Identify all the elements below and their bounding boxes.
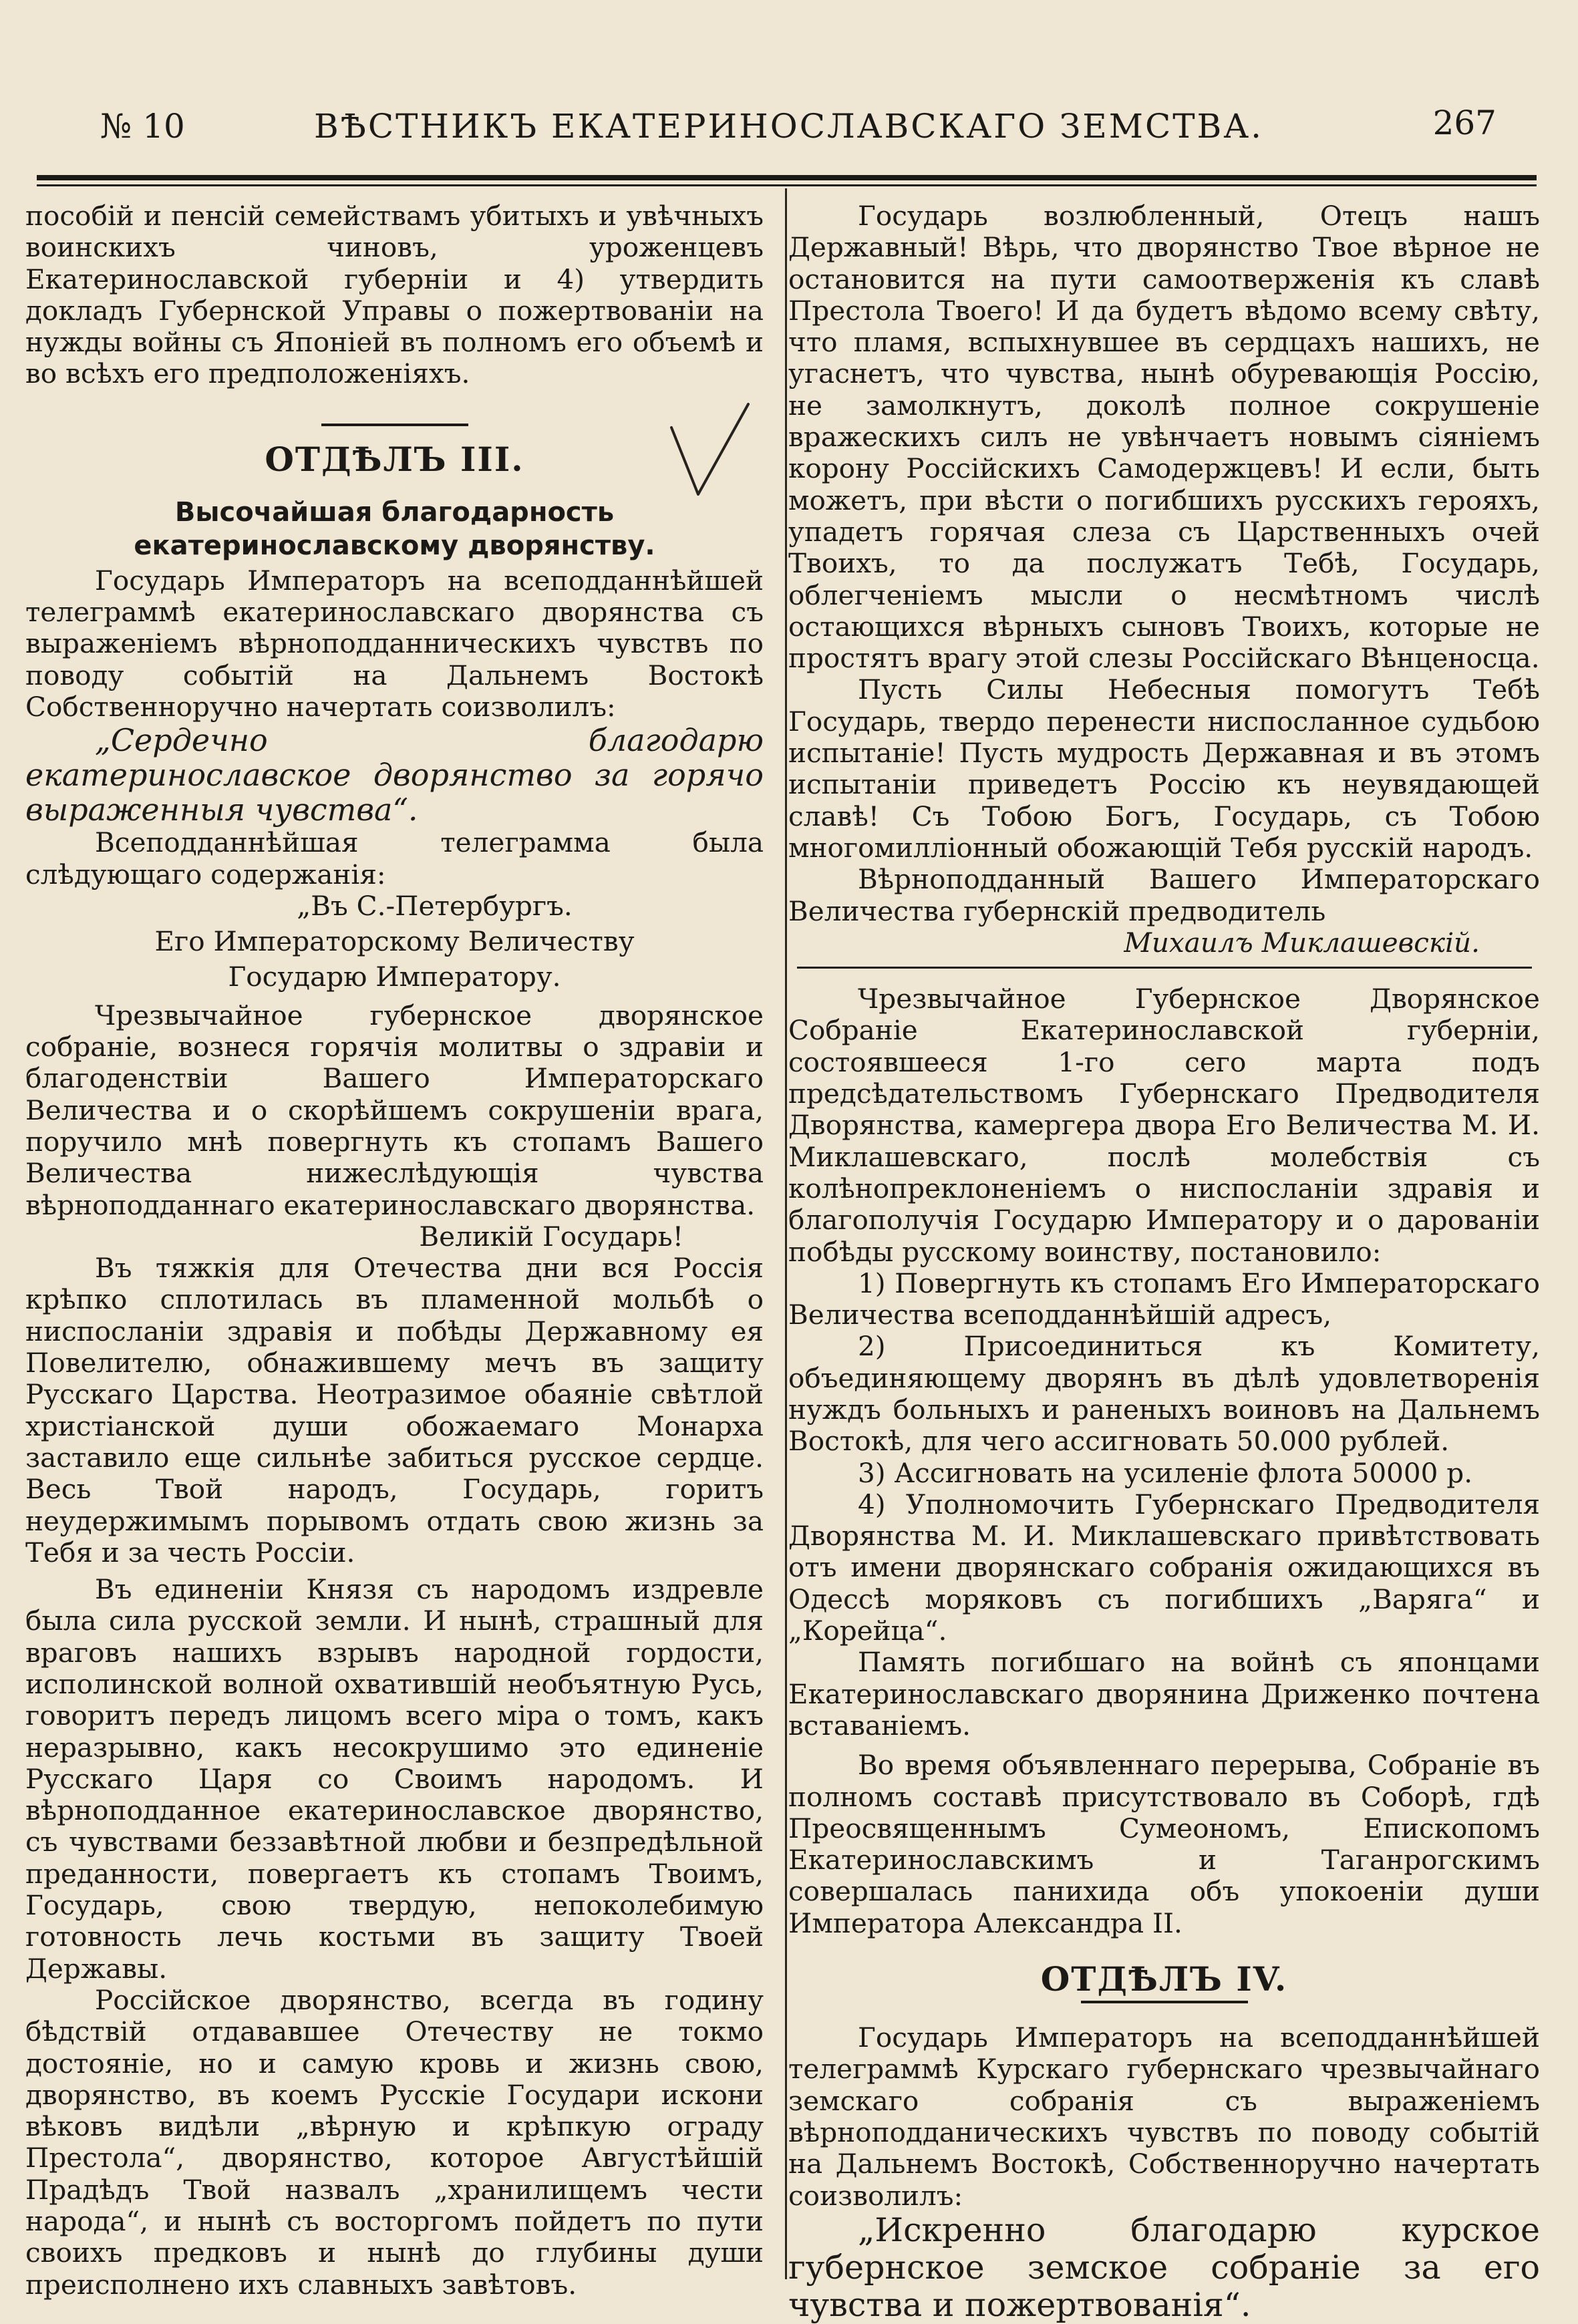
address-line: „Въ С.-Петербургъ.	[297, 889, 573, 922]
paragraph: Россійское дворянство, всегда въ годину бѣдствій отдававшее Отечеству не токмо достояніе, но и самую кровь и жизнь свою, дворянство, въ коемъ Русскіе Государи искони вѣковъ видѣли „вѣрную и крѣпкую ограду Престола“, дворянство, которое Августѣйшій Прадѣдъ Твой назвалъ „хранилищемъ чести народа“, и нынѣ съ восторгомъ пойдетъ по пути своихъ предковъ и нынѣ до глубины души преисполнено ихъ славныхъ завѣтовъ.	[25, 1983, 764, 2301]
column-divider	[785, 188, 787, 2279]
paragraph: Государь Императоръ на всеподданнѣйшей телеграммѣ екатеринославскаго дворянства съ выраженіемъ вѣрноподданническихъ чувствъ по поводу событій на Дальнемъ Востокѣ Собственноручно начертать соизволилъ:	[25, 564, 764, 723]
section-title: ОТДѢЛЪ IV.	[1040, 1959, 1288, 1999]
paragraph: Во время объявленнаго перерыва, Собраніе въ полномъ составѣ присутствовало въ Соборѣ, гдѣ Преосвященнымъ Сумеономъ, Епископомъ Екатеринославскимъ и Таганрогскимъ совершалась панихида объ упокоеніи души Императора Александра II.	[788, 1749, 1540, 1939]
salutation: Великій Государь!	[419, 1220, 683, 1253]
page-number: 267	[1432, 104, 1496, 142]
page-header	[87, 100, 1517, 154]
journal-title: ВѢСТНИКЪ ЕКАТЕРИНОСЛАВСКАГО ЗЕМСТВА.	[314, 107, 1264, 146]
resolution-item: 3) Ассигновать на усиленіе флота 50000 р.	[858, 1456, 1473, 1489]
section-title: ОТДѢЛЪ III.	[265, 439, 524, 479]
paragraph: Чрезвычайное губернское дворянское собраніе, вознеся горячія молитвы о здравіи и благоденствіи Вашего Императорскаго Величества и о скорѣйшемъ сокрушеніи врага, поручило мнѣ повергнуть къ стопамъ Вашего Величества нижеслѣдующія чувства вѣрноподданнаго екатеринославскаго дворянства.	[25, 999, 764, 1221]
paragraph: Память погибшаго на войнѣ съ японцами Екатеринославскаго дворянина Дриженко почтена вставаніемъ.	[788, 1646, 1540, 1741]
header-rule-thin	[37, 184, 1537, 186]
section-rule	[321, 424, 468, 426]
paragraph: Пусть Силы Небесныя помогутъ Тебѣ Государь, твердо перенести ниспосланное судьбою испытаніе! Пусть мудрость Державная и въ этомъ испытаніи приведетъ Россію къ неувядающей славѣ! Съ Тобою Богъ, Государь, съ Тобою многомилліонный обожающій Тебя русскій народъ.	[788, 673, 1540, 864]
address-line: Государю Императору.	[228, 961, 561, 993]
article-heading: Высочайшая благодарность екатеринославскому дворянству.	[134, 496, 655, 561]
resolution-item: 4) Уполномочить Губернскаго Предводителя Дворянства М. И. Миклашевскаго привѣтствовать отъ имени дворянскаго собранія ожидающихся въ Одессѣ моряковъ съ погибшихъ „Варяга“ и „Корейца“.	[788, 1488, 1540, 1647]
paragraph: Государь Императоръ на всеподданнѣйшей телеграммѣ Курскаго губернскаго чрезвычайнаго земскаго собранія съ выраженіемъ вѣрноподданическихъ чувствъ по поводу событій на Дальнемъ Востокѣ, Собственноручно начертать соизволилъ:	[788, 2021, 1540, 2212]
imperial-resolution: „Искренно благодарю курское губернское земское собраніе за его чувства и пожертвованія“.	[788, 2210, 1540, 2324]
paragraph: Всеподданнѣйшая телеграмма была слѣдующаго содержанія:	[25, 826, 764, 890]
paragraph: Въ тяжкія для Отечества дни вся Россія крѣпко сплотилась въ пламенной мольбѣ о ниспосланіи здравія и побѣды Державному ея Повелителю, обнажившему мечъ въ защиту Русскаго Царства. Неотразимое обаяніе свѣтлой христіанской души обожаемаго Монарха заставило еще сильнѣе забиться русское сердце. Весь Твой народъ, Государь, горитъ неудержимымъ порывомъ отдать свою жизнь за Тебя и за честь Россіи.	[25, 1252, 764, 1568]
right-column	[788, 200, 1540, 2324]
imperial-resolution: „Сердечно благодарю екатеринославское дворянство за горячо выраженныя чувства“.	[25, 722, 764, 828]
issue-number: № 10	[100, 107, 185, 146]
divider-rule	[797, 967, 1532, 969]
header-rule	[37, 175, 1537, 180]
paragraph: Чрезвычайное Губернское Дворянское Собраніе Екатеринославской губерніи, состоявшееся 1-го сего марта подъ предсѣдательствомъ Губернскаго Предводителя Дворянства, камергера двора Его Величества М. И. Миклашевскаго, послѣ молебствія съ колѣнопреклоненіемъ о ниспосланіи здравія и благополучія Государю Императору и о дарованіи побѣды русскому воинству, постановило:	[788, 983, 1540, 1268]
resolution-item: 1) Повергнуть къ стопамъ Его Императорскаго Величества всеподданнѣйшій адресъ,	[788, 1267, 1540, 1331]
paragraph: Вѣрноподданный Вашего Императорскаго Величества губернскій предводитель	[788, 863, 1540, 927]
resolution-item: 2) Присоединиться къ Комитету, объединяющему дворянъ въ дѣлѣ удовлетворенія нуждъ больныхъ и раненыхъ воиновъ на Дальнемъ Востокѣ, для чего ассигновать 50.000 рублей.	[788, 1330, 1540, 1458]
address-line: Его Императорскому Величеству	[154, 925, 635, 958]
section-rule	[1081, 2001, 1248, 2003]
intro-paragraph: пособій и пенсій семействамъ убитыхъ и увѣчныхъ воинскихъ чиновъ, уроженцевъ Екатеринославской губерніи и 4) утвердить докладъ Губернской Управы о пожертвованіи на нужды войны съ Японіей въ полномъ его объемѣ и во всѣхъ его предположеніяхъ.	[25, 200, 764, 390]
signature: Михаилъ Миклашевскій.	[1124, 926, 1480, 959]
paragraph: Государь возлюбленный, Отецъ нашъ Державный! Вѣрь, что дворянство Твое вѣрное не остановится на пути самоотверженія къ славѣ Престола Твоего! И да будетъ вѣдомо всему свѣту, что пламя, вспыхнувшее въ сердцахъ нашихъ, не угаснетъ, что чувства, нынѣ обуревающія Россію, не замолкнутъ, доколѣ полное сокрушеніе вражескихъ силъ не увѣнчаетъ новымъ сіяніемъ корону Россійскихъ Самодержцевъ! И если, быть можетъ, при вѣсти о погибшихъ русскихъ герояхъ, упадетъ горячая слеза съ Царственныхъ очей Твоихъ, то да послужатъ Тебѣ, Государь, облегченіемъ мысли о несмѣтномъ числѣ остающихся вѣрныхъ сыновъ Твоихъ, которые не простятъ врагу этой слезы Россійскаго Вѣнценосца.	[788, 200, 1540, 675]
paragraph: Въ единеніи Князя съ народомъ издревле была сила русской земли. И нынѣ, страшный для враговъ нашихъ взрывъ народной гордости, исполинской волной охватившій необъятную Русь, говоритъ передъ лицомъ всего міра о томъ, какъ неразрывно, какъ несокрушимо это единеніе Русскаго Царя со Своимъ народомъ. И вѣрноподданное екатеринославское дворянство, съ чувствами беззавѣтной любви и безпредѣльной преданности, повергаетъ къ стопамъ Твоимъ, Государь, свою твердую, непоколебимую готовность лечь костьми въ защиту Твоей Державы.	[25, 1573, 764, 1985]
left-column	[25, 200, 764, 2301]
